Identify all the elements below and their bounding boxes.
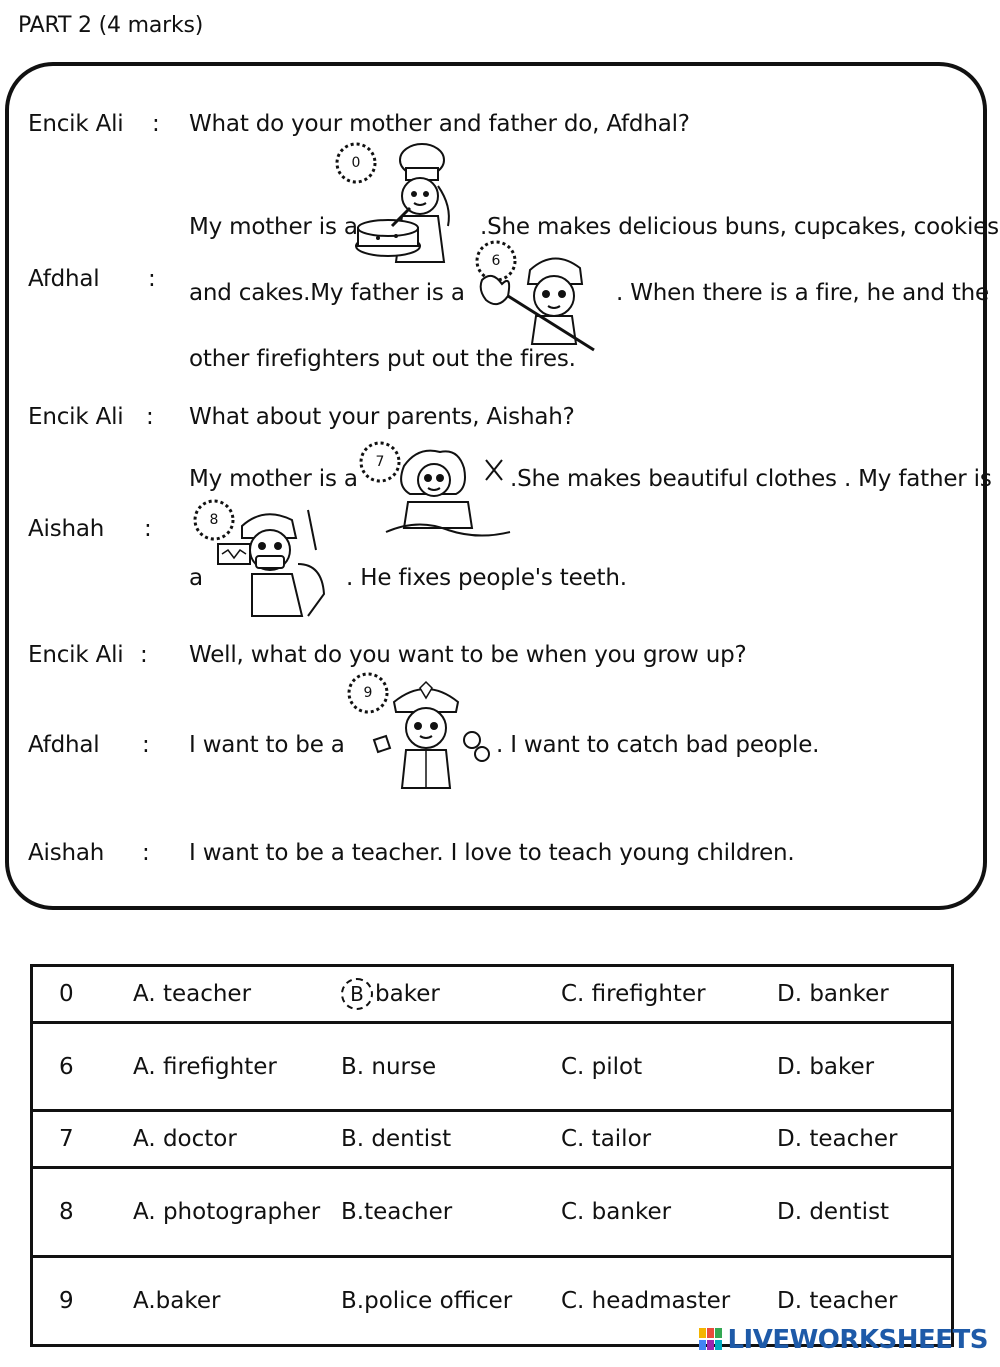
option-d[interactable]: D. teacher [777, 1288, 898, 1314]
dialogue-line: a [189, 565, 203, 591]
option-b[interactable]: B. nurse [329, 1023, 549, 1111]
question-number: 7 [32, 1111, 122, 1168]
colon: : [142, 840, 150, 866]
dialogue-line: . I want to catch bad people. [496, 732, 820, 758]
option-a[interactable]: A. doctor [121, 1111, 329, 1168]
question-number: 9 [59, 1288, 74, 1314]
speaker-aishah: Aishah [28, 516, 105, 542]
option-a[interactable]: A.baker [133, 1288, 221, 1314]
question-number: 6 [32, 1023, 122, 1111]
selected-answer-circle: B [341, 978, 373, 1010]
dialogue-line: . When there is a fire, he and the [616, 280, 990, 306]
question-number-badge: 9 [346, 671, 390, 715]
option-d[interactable]: D. banker [765, 966, 953, 1023]
question-number-badge: 8 [192, 498, 236, 542]
option-c[interactable]: C. banker [549, 1168, 765, 1257]
dialogue-line: What do your mother and father do, Afdhal? [189, 111, 690, 137]
option-a[interactable]: A. teacher [121, 966, 329, 1023]
dialogue-line: .She makes beautiful clothes . My father is [510, 466, 992, 492]
question-number: 0 [32, 966, 122, 1023]
dialogue-line: . He fixes people's teeth. [346, 565, 627, 591]
dialogue-line: I want to be a teacher. I love to teach young children. [189, 840, 795, 866]
speaker-encik-ali: Encik Ali [28, 642, 124, 668]
option-c[interactable]: C. firefighter [549, 966, 765, 1023]
option-c[interactable]: C. pilot [549, 1023, 765, 1111]
option-d[interactable]: D. teacher [765, 1111, 953, 1168]
baker-icon [352, 136, 462, 274]
question-number-badge: 0 [334, 141, 378, 185]
question-number-badge: 6 [474, 239, 518, 283]
dialogue-line: other firefighters put out the fires. [189, 346, 576, 372]
option-b[interactable]: B.police officer [341, 1288, 513, 1314]
speaker-encik-ali: Encik Ali [28, 111, 124, 137]
option-d[interactable]: D. dentist [765, 1168, 953, 1257]
page-heading: PART 2 (4 marks) [18, 13, 204, 38]
colon: : [152, 111, 160, 137]
firefighter-icon [478, 240, 598, 356]
police-officer-icon [366, 676, 496, 796]
question-number-badge: 7 [358, 440, 402, 484]
speaker-encik-ali: Encik Ali [28, 404, 124, 430]
option-b-label: baker [375, 981, 440, 1007]
speaker-aishah: Aishah [28, 840, 105, 866]
dialogue-line: I want to be a [189, 732, 345, 758]
option-c[interactable]: C. tailor [549, 1111, 765, 1168]
liveworksheets-logo [699, 1325, 988, 1355]
option-a[interactable]: A. firefighter [121, 1023, 329, 1111]
dialogue-line: .She makes delicious buns, cupcakes, cookies [480, 214, 999, 240]
colon: : [146, 404, 154, 430]
colon: : [144, 516, 152, 542]
colon: : [148, 266, 156, 292]
table-row [32, 1023, 953, 1111]
option-a[interactable]: A. photographer [121, 1168, 329, 1257]
colon: : [140, 642, 148, 668]
speaker-afdhal: Afdhal [28, 732, 100, 758]
dialogue-line: and cakes.My father is a [189, 280, 465, 306]
table-row [32, 966, 953, 1023]
dialogue-line: My mother is a [189, 466, 358, 492]
dentist-icon [212, 504, 340, 624]
dialogue-line: Well, what do you want to be when you grow up? [189, 642, 747, 668]
option-b[interactable] [329, 966, 549, 1023]
question-number: 8 [32, 1168, 122, 1257]
speaker-afdhal: Afdhal [28, 266, 100, 292]
table-row [32, 1111, 953, 1168]
logo-text: LIVEWORKSHEETS [727, 1325, 988, 1355]
answer-options-table [30, 964, 954, 1347]
option-b[interactable]: B.teacher [329, 1168, 549, 1257]
option-b[interactable]: B. dentist [329, 1111, 549, 1168]
colon: : [142, 732, 150, 758]
dialogue-line: My mother is a [189, 214, 358, 240]
dialogue-line: What about your parents, Aishah? [189, 404, 575, 430]
tailor-icon [378, 446, 514, 546]
option-c[interactable]: C. headmaster [561, 1288, 731, 1314]
logo-blocks-icon [699, 1328, 723, 1350]
option-d[interactable]: D. baker [765, 1023, 953, 1111]
table-row [32, 1168, 953, 1257]
